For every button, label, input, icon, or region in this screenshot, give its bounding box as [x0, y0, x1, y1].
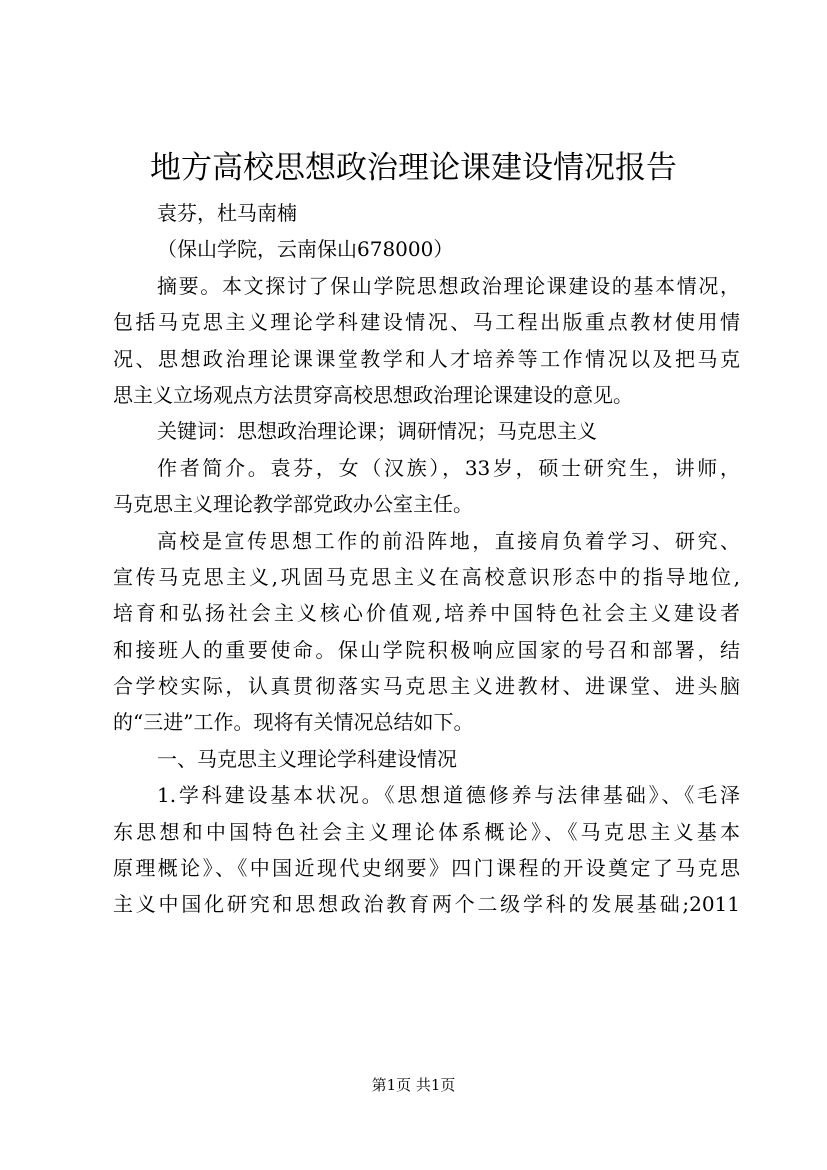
section-1-line-2: 东思想和中国特色社会主义理论体系概论》、《马克思主义基本	[113, 819, 740, 844]
intro-line-6: 的“三进”工作。现将有关情况总结如下。	[113, 710, 474, 735]
keywords-line: 关键词：思想政治理论课；调研情况；马克思主义	[157, 419, 597, 444]
intro-line-1: 高校是宣传思想工作的前沿阵地，直接肩负着学习、研究、	[157, 528, 740, 553]
author-bio-line-1: 作者简介。袁芬，女（汉族），33岁，硕士研究生，讲师，	[157, 455, 740, 480]
abstract-line-2: 包括马克思主义理论学科建设情况、马工程出版重点教材使用情	[113, 310, 740, 335]
author-bio-line-2: 马克思主义理论教学部党政办公室主任。	[113, 492, 473, 517]
intro-line-4: 和接班人的重要使命。保山学院积极响应国家的号召和部署，结	[113, 637, 740, 662]
section-heading-1: 一、马克思主义理论学科建设情况	[157, 746, 457, 771]
section-1-line-1: 1.学科建设基本状况。《思想道德修养与法律基础》、《毛泽	[157, 783, 740, 808]
abstract-line-3: 况、思想政治理论课课堂教学和人才培养等工作情况以及把马克	[113, 346, 740, 371]
abstract-line-1: 摘要。本文探讨了保山学院思想政治理论课建设的基本情况，	[157, 273, 740, 298]
intro-line-5: 合学校实际，认真贯彻落实马克思主义进教材、进课堂、进头脑	[113, 674, 740, 699]
document-title: 地方高校思想政治理论课建设情况报告	[150, 150, 677, 186]
document-body	[113, 195, 740, 923]
abstract-line-4: 思主义立场观点方法贯穿高校思想政治理论课建设的意见。	[113, 382, 633, 407]
author-line: 袁芬，杜马南楠	[157, 201, 297, 225]
intro-line-3: 培育和弘扬社会主义核心价值观,培养中国特色社会主义建设者	[113, 601, 740, 626]
section-1-line-4: 主义中国化研究和思想政治教育两个二级学科的发展基础;2011	[113, 892, 740, 917]
intro-line-2: 宣传马克思主义,巩固马克思主义在高校意识形态中的指导地位,	[113, 564, 740, 589]
page-footer: 第1页 共1页	[371, 1076, 456, 1094]
section-1-line-3: 原理概论》、《中国近现代史纲要》四门课程的开设奠定了马克思	[113, 856, 740, 881]
affiliation-line: （保山学院，云南保山678000）	[157, 237, 454, 262]
